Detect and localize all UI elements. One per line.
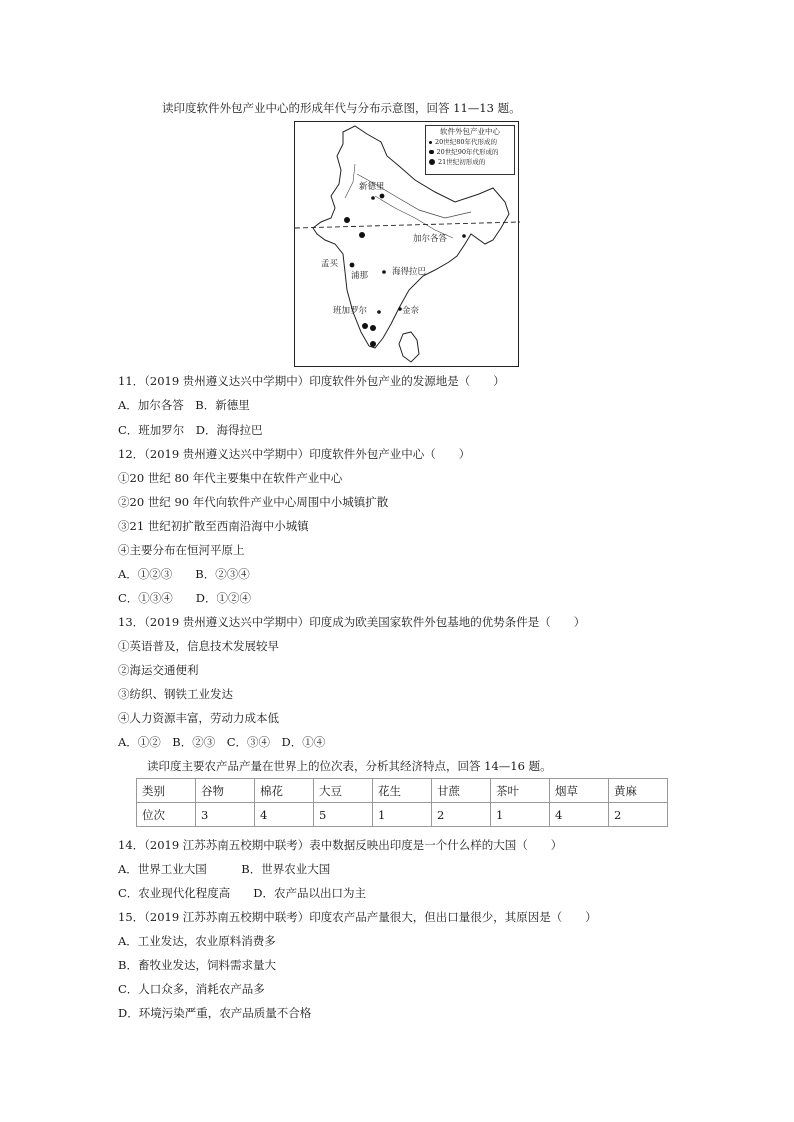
- center-new-delhi-2: [380, 194, 385, 199]
- table-cell: 2: [609, 803, 668, 827]
- production-rank-table: [136, 778, 668, 827]
- map-legend: [425, 125, 515, 175]
- label-hyderabad: 海得拉巴: [392, 267, 427, 277]
- legend-title: 软件外包产业中心: [440, 127, 500, 136]
- legend-row-90s: 20世纪90年代形成的: [429, 147, 511, 157]
- label-mumbai: 孟买: [321, 259, 339, 269]
- center-21c-a: [344, 217, 350, 223]
- center-hyderabad: [382, 270, 386, 274]
- table-cell: 茶叶: [491, 779, 550, 803]
- center-21c-e: [370, 341, 376, 347]
- q12-statement-2: ②20 世纪 90 年代向软件产业中心周围中小城镇扩散: [118, 495, 389, 509]
- q15-option-d: D．环境污染严重，农产品质量不合格: [118, 1006, 312, 1020]
- label-kolkata: 加尔各答: [413, 234, 448, 244]
- table-cell: 1: [491, 803, 550, 827]
- table-cell: 4: [255, 803, 314, 827]
- q11-options-cd: C．班加罗尔 D．海得拉巴: [118, 423, 263, 437]
- label-pune: 浦那: [351, 271, 369, 281]
- table-cell: 棉花: [255, 779, 314, 803]
- q15-stem: 15．（2019 江苏苏南五校期中联考）印度农产品产量很大，但出口量很少，其原因是（ ）: [118, 910, 597, 924]
- q13-options: A．①② B．②③ C．③④ D．①④: [118, 735, 326, 749]
- table-cell: 花生: [373, 779, 432, 803]
- medium-dot-icon: [429, 150, 434, 155]
- q12-statement-3: ③21 世纪初扩散至西南沿海中小城镇: [118, 519, 309, 533]
- q15-option-c: C．人口众多，消耗农产品多: [118, 982, 265, 996]
- q13-stem: 13．（2019 贵州遵义达兴中学期中）印度成为欧美国家软件外包基地的优势条件是（ ）: [118, 615, 586, 629]
- q12-stem: 12．（2019 贵州遵义达兴中学期中）印度软件外包产业中心（ ）: [118, 447, 471, 461]
- table-cell: 4: [550, 803, 609, 827]
- q11-stem: 11．（2019 贵州遵义达兴中学期中）印度软件外包产业的发源地是（ ）: [118, 374, 505, 388]
- india-map: [294, 121, 519, 367]
- center-pune: [350, 263, 355, 268]
- q11-options-ab: A．加尔各答 B．新德里: [118, 398, 250, 412]
- legend-row-80s: 20世纪80年代形成的: [429, 137, 511, 147]
- table-cell: 甘蔗: [432, 779, 491, 803]
- label-bangalore: 班加罗尔: [333, 306, 368, 316]
- q15-option-a: A．工业发达，农业原料消费多: [118, 934, 276, 948]
- table-cell: 谷物: [196, 779, 255, 803]
- table-row: [137, 803, 668, 827]
- center-21c-d: [370, 325, 376, 331]
- table-intro: 读印度主要农产品产量在世界上的位次表，分析其经济特点，回答 14—16 题。: [147, 759, 552, 773]
- q12-options-cd: C．①③④ D．①②④: [118, 591, 252, 605]
- q13-statement-1: ①英语普及，信息技术发展较早: [118, 639, 279, 653]
- center-bangalore: [377, 310, 381, 314]
- q14-options-cd: C．农业现代化程度高 D．农产品以出口为主: [118, 886, 367, 900]
- table-cell: 烟草: [550, 779, 609, 803]
- q15-option-b: B．畜牧业发达，饲料需求量大: [118, 958, 276, 972]
- q14-options-ab: A．世界工业大国 B．世界农业大国: [118, 862, 331, 876]
- table-cell: 2: [432, 803, 491, 827]
- q13-statement-2: ②海运交通便利: [118, 663, 199, 677]
- q14-stem: 14．（2019 江苏苏南五校期中联考）表中数据反映出印度是一个什么样的大国（ ）: [118, 838, 563, 852]
- table-cell: 黄麻: [609, 779, 668, 803]
- large-dot-icon: [429, 159, 435, 165]
- q12-options-ab: A．①②③ B．②③④: [118, 567, 250, 581]
- table-cell: 大豆: [314, 779, 373, 803]
- center-21c-b: [359, 232, 365, 238]
- small-dot-icon: [429, 141, 432, 144]
- legend-row-21c: 21世纪初形成的: [429, 157, 511, 167]
- table-cell: 1: [373, 803, 432, 827]
- q12-statement-1: ①20 世纪 80 年代主要集中在软件产业中心: [118, 471, 343, 485]
- q12-statement-4: ④主要分布在恒河平原上: [118, 543, 245, 557]
- center-kolkata: [462, 234, 466, 238]
- center-new-delhi: [371, 196, 375, 200]
- table-header-row: [137, 779, 668, 803]
- table-cell: 位次: [137, 803, 196, 827]
- map-intro: 读印度软件外包产业中心的形成年代与分布示意图，回答 11—13 题。: [162, 101, 521, 115]
- q13-statement-4: ④人力资源丰富，劳动力成本低: [118, 711, 279, 725]
- table-cell: 3: [196, 803, 255, 827]
- table-cell: 5: [314, 803, 373, 827]
- label-new-delhi: 新德里: [359, 182, 385, 192]
- center-21c-c: [362, 323, 368, 329]
- table-cell: 类别: [137, 779, 196, 803]
- q13-statement-3: ③纺织、钢铁工业发达: [118, 687, 233, 701]
- label-chennai: 金奈: [402, 306, 420, 316]
